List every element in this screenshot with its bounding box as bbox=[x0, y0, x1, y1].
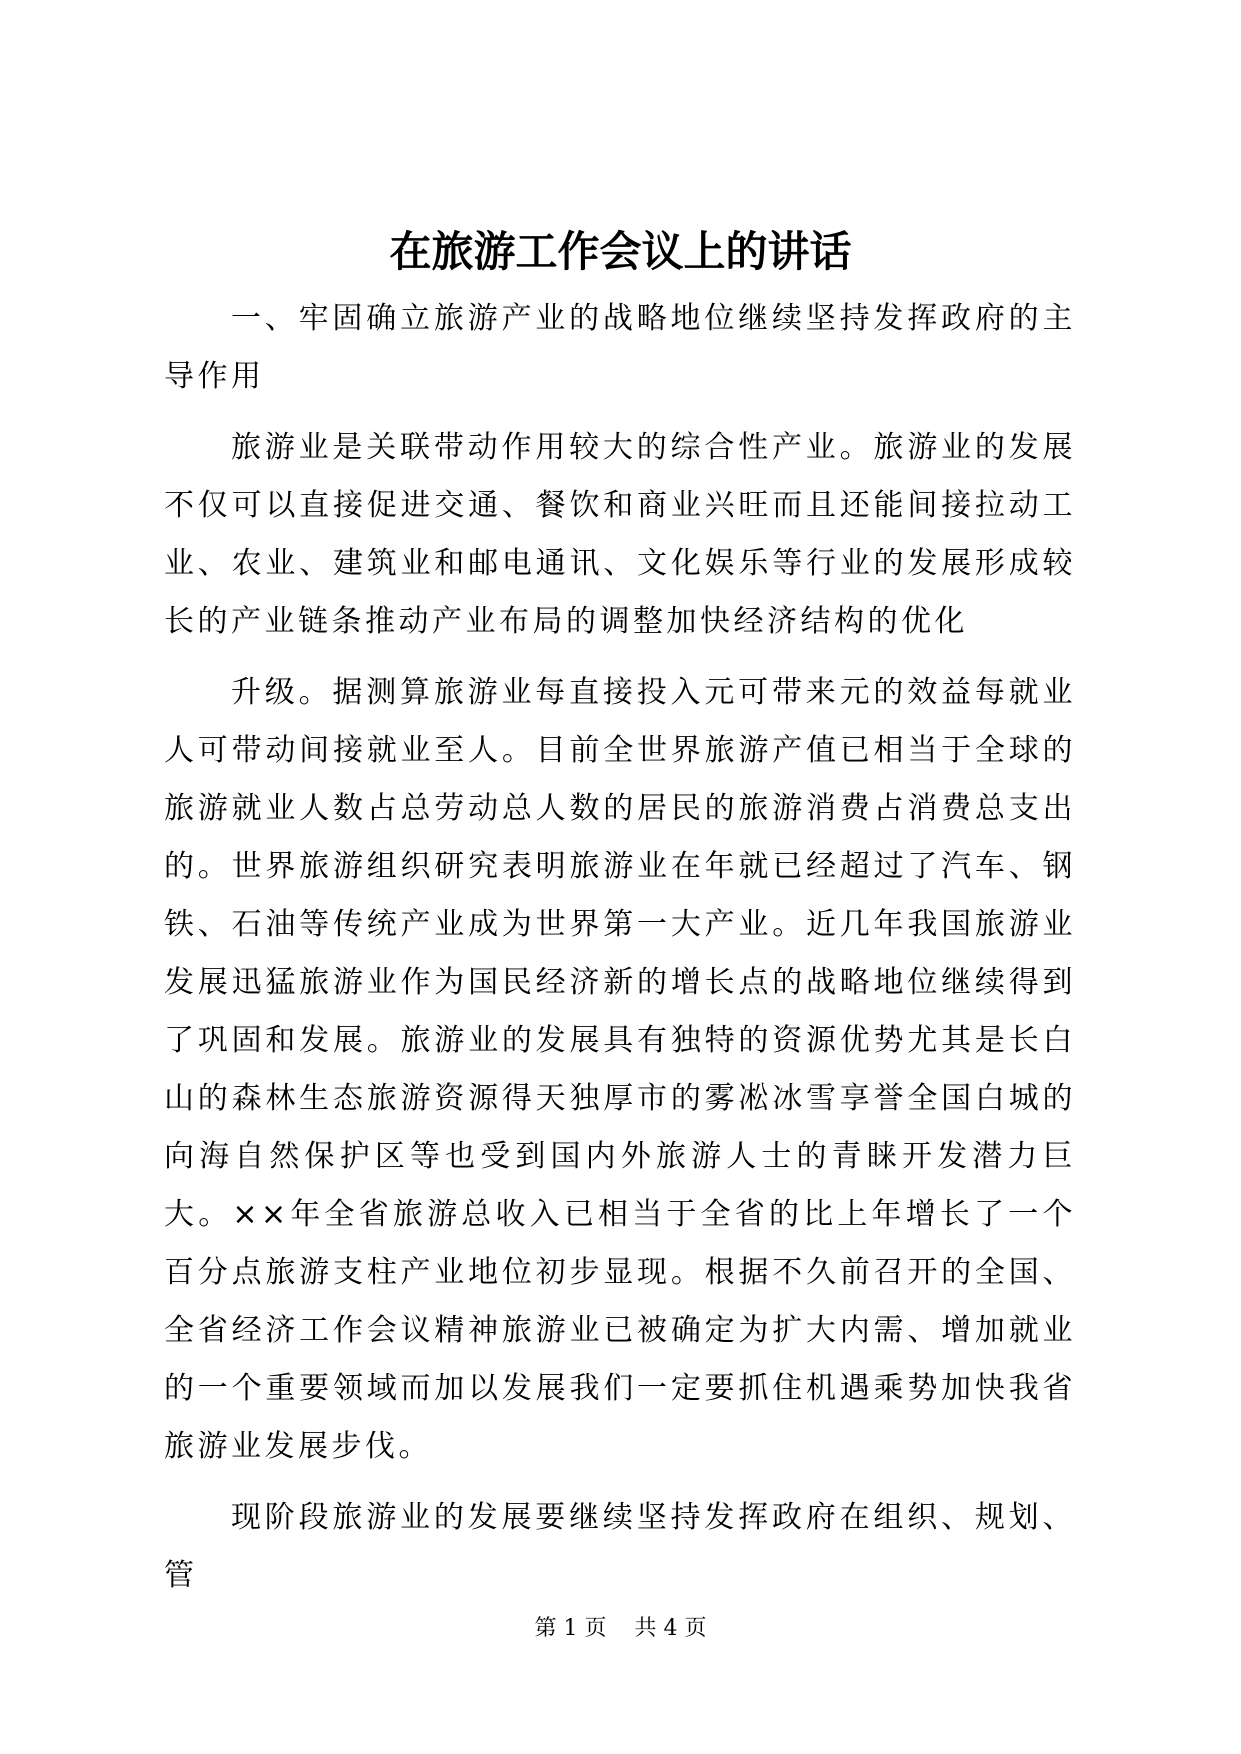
footer-spacer bbox=[614, 1616, 628, 1641]
page-footer bbox=[0, 1614, 1241, 1644]
paragraph: 旅游业是关联带动作用较大的综合性产业。旅游业的发展不仅可以直接促进交通、餐饮和商业兴旺而且还能间接拉动工业、农业、建筑业和邮电通讯、文化娱乐等行业的发展形成较长的产业链条推动产业布局的调整加快经济结构的优化 bbox=[164, 430, 1076, 639]
page-title: 在旅游工作会议上的讲话 bbox=[389, 227, 852, 276]
page-number: 第 1 页 bbox=[534, 1616, 607, 1641]
document-body bbox=[164, 290, 1076, 1618]
paragraph-section-heading: 一、牢固确立旅游产业的战略地位继续坚持发挥政府的主导作用 bbox=[164, 301, 1076, 394]
paragraph: 升级。据测算旅游业每直接投入元可带来元的效益每就业人可带动间接就业至人。目前全世界旅游产值已相当于全球的旅游就业人数占总劳动总人数的居民的旅游消费占消费总支出的。世界旅游组织研究表明旅游业在年就已经超过了汽车、钢铁、石油等传统产业成为世界第一大产业。近几年我国旅游业发展迅猛旅游业作为国民经济新的增长点的战略地位继续得到了巩固和发展。旅游业的发展具有独特的资源优势尤其是长白山的森林生态旅游资源得天独厚市的雾凇冰雪享誉全国白城的向海自然保护区等也受到国内外旅游人士的青睐开发潜力巨大。××年全省旅游总收入已相当于全省的比上年增长了一个百分点旅游支柱产业地位初步显现。根据不久前召开的全国、全省经济工作会议精神旅游业已被确定为扩大内需、增加就业的一个重要领域而加以发展我们一定要抓住机遇乘势加快我省旅游业发展步伐。 bbox=[164, 675, 1076, 1464]
paragraph: 现阶段旅游业的发展要继续坚持发挥政府在组织、规划、管 bbox=[164, 1500, 1076, 1593]
page-total: 共 4 页 bbox=[634, 1616, 707, 1641]
